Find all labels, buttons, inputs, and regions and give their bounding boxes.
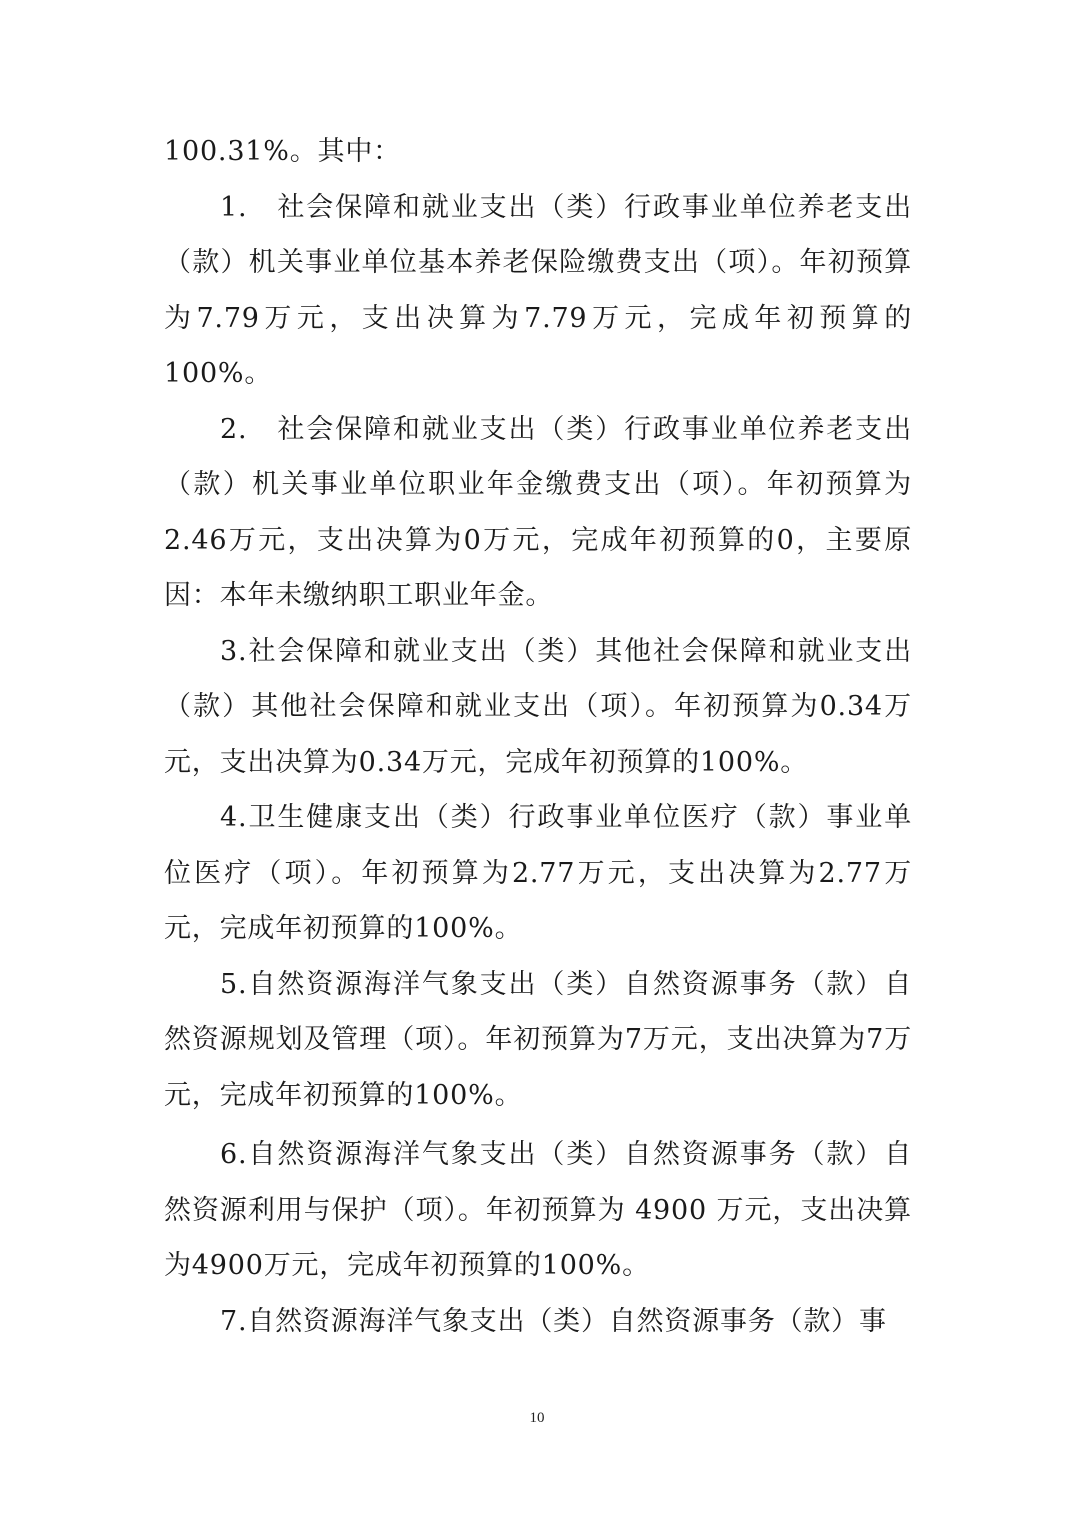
body-text	[164, 124, 912, 1349]
paragraph-item-7: 7.自然资源海洋气象支出（类）自然资源事务（款）事	[220, 1305, 887, 1337]
paragraph-item-3: 3.社会保障和就业支出（类）其他社会保障和就业支出（款）其他社会保障和就业支出（项）。年初预算为0.34万元，支出决算为0.34万元，完成年初预算的100%。	[164, 635, 912, 778]
paragraph-item-6: 6.自然资源海洋气象支出（类）自然资源事务（款）自然资源利用与保护（项）。年初预算为 4900 万元，支出决算为4900万元，完成年初预算的100%。	[164, 1139, 912, 1281]
paragraph-item-2: 2. 社会保障和就业支出（类）行政事业单位养老支出（款）机关事业单位职业年金缴费支出（项）。年初预算为2.46万元，支出决算为0万元，完成年初预算的0，主要原因：本年未缴纳职工职业年金。	[164, 413, 912, 611]
page-number: 10	[529, 1410, 545, 1426]
paragraph-item-1: 1. 社会保障和就业支出（类）行政事业单位养老支出（款）机关事业单位基本养老保险缴费支出（项）。年初预算为7.79万元，支出决算为7.79万元，完成年初预算的100%。	[164, 191, 912, 389]
paragraph-intro-continuation: 100.31%。其中：	[164, 136, 401, 167]
paragraph-item-5: 5.自然资源海洋气象支出（类）自然资源事务（款）自然资源规划及管理（项）。年初预算为7万元，支出决算为7万元，完成年初预算的100%。	[164, 968, 912, 1111]
paragraph-item-4: 4.卫生健康支出（类）行政事业单位医疗（款）事业单位医疗（项）。年初预算为2.77万元，支出决算为2.77万元，完成年初预算的100%。	[164, 802, 912, 944]
